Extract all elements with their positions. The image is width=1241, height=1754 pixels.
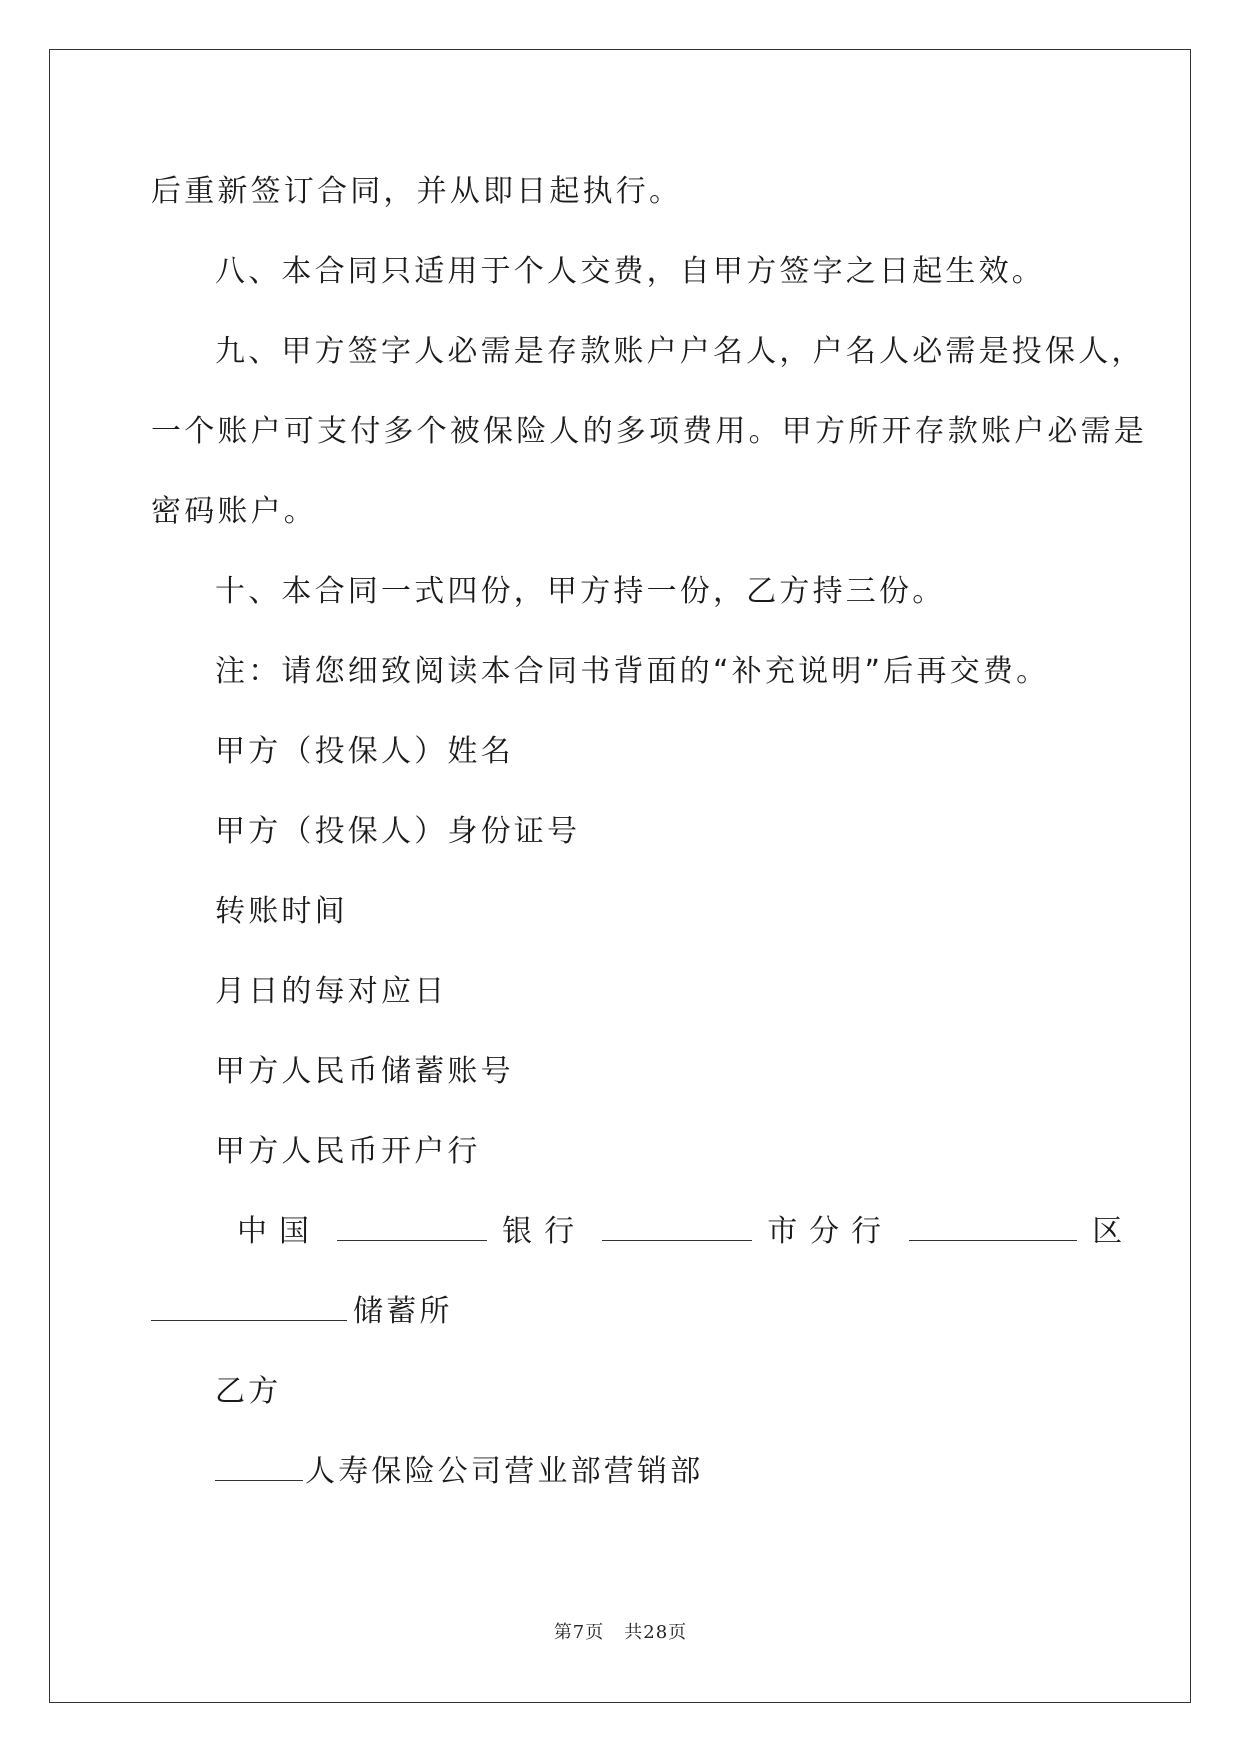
party-a-name-label: 甲方（投保人）姓名 [215, 734, 514, 769]
district-label: 区 [1092, 1214, 1135, 1249]
savings-office-blank [151, 1298, 347, 1321]
savings-office-row [151, 1292, 453, 1332]
clause-10: 十、本合同一式四份，甲方持一份，乙方持三份。 [215, 574, 946, 609]
branch-label: 市分行 [767, 1214, 894, 1249]
clause-8: 八、本合同只适用于个人交费，自甲方签字之日起生效。 [215, 254, 1045, 289]
total-pages: 共28页 [624, 1622, 688, 1643]
bank-name-blank [337, 1218, 487, 1241]
district-blank [909, 1218, 1077, 1241]
bank-info-row [237, 1212, 1134, 1252]
transfer-time-label: 转账时间 [215, 894, 348, 929]
company-name-blank [215, 1458, 303, 1481]
party-a-id-label: 甲方（投保人）身份证号 [215, 814, 581, 849]
opening-bank-label: 甲方人民币开户行 [215, 1134, 481, 1169]
clause-9: 九、甲方签字人必需是存款账户户名人，户名人必需是投保人， [215, 334, 1145, 369]
party-b-company: 人寿保险公司营业部营销部 [305, 1454, 704, 1489]
monthly-date-label: 月日的每对应日 [215, 974, 448, 1009]
city-blank [602, 1218, 752, 1241]
party-b-company-row [215, 1452, 703, 1492]
savings-office-label: 储蓄所 [353, 1294, 453, 1329]
page-footer [0, 1618, 1241, 1644]
savings-account-label: 甲方人民币储蓄账号 [215, 1054, 514, 1089]
page-number: 第7页 [553, 1622, 605, 1643]
bank-label: 银行 [502, 1214, 587, 1249]
note-line: 注：请您细致阅读本合同书背面的“补充说明”后再交费。 [215, 654, 1050, 689]
text-line: 后重新签订合同，并从即日起执行。 [151, 174, 683, 209]
clause-9-continued: 一个账户可支付多个被保险人的多项费用。甲方所开存款账户必需是 [151, 414, 1147, 449]
party-b-label: 乙方 [215, 1374, 282, 1409]
clause-9-end: 密码账户。 [151, 494, 317, 529]
country-label: 中国 [237, 1214, 321, 1249]
